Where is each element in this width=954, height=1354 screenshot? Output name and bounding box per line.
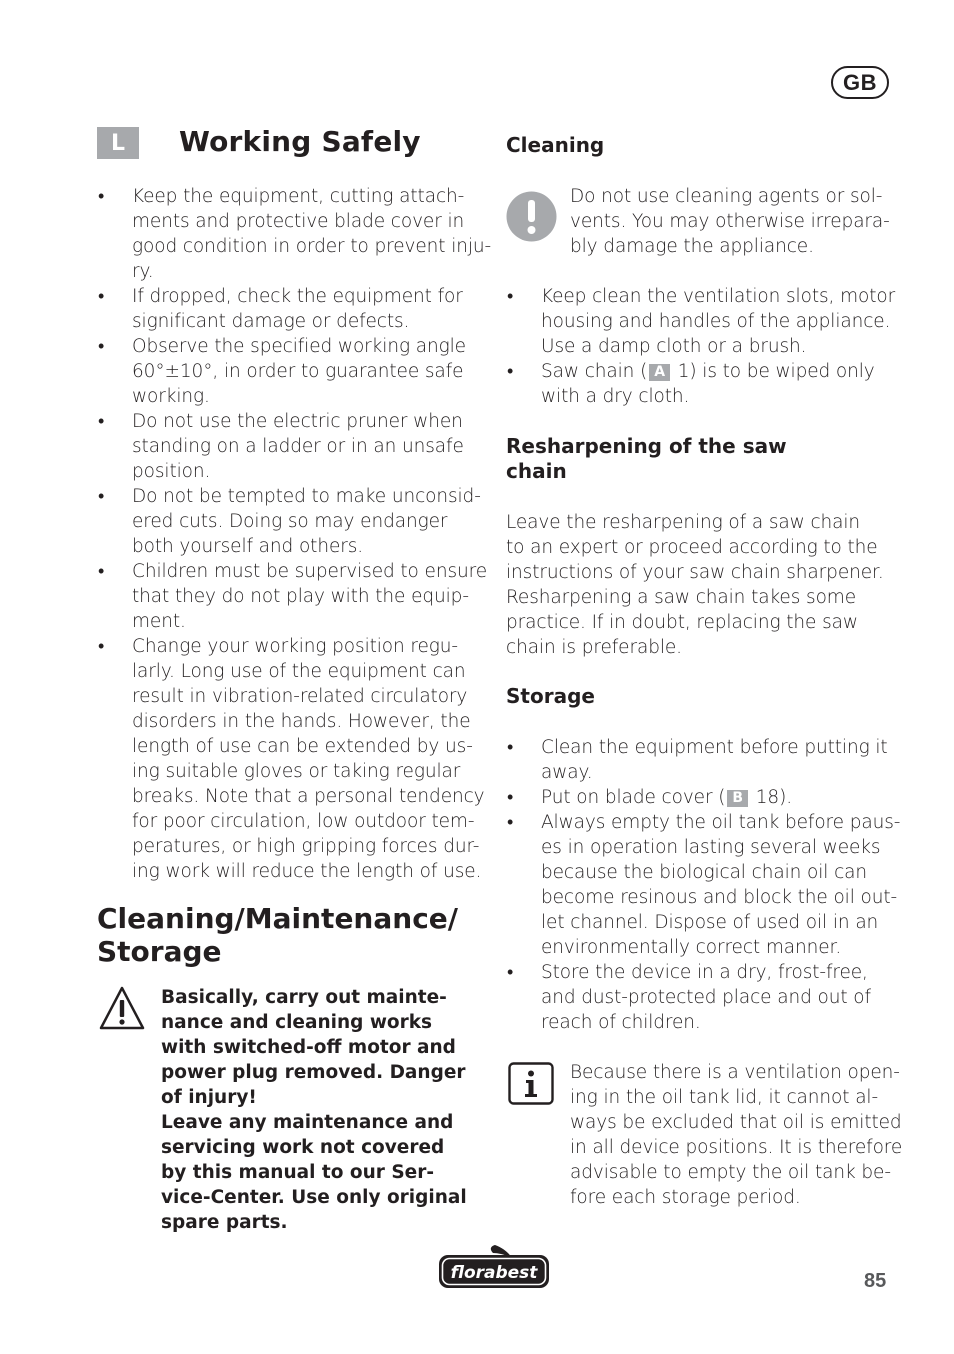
cleaning-list: [506, 284, 895, 409]
list-item: • Store the device in a dry, frost-free, and dust-protected place and out of reach of children.: [506, 960, 900, 1035]
maintenance-warning-text: Basically, carry out mainte- nance and cleaning works with switched-off motor and power plug removed. Danger of injury! Leave any maintenance and servicing work not covered by this manual to our Ser- vice-Center. Use only original spare parts.: [161, 987, 467, 1233]
list-item: • Observe the specified working angle 60°±10°, in order to guarantee safe working.: [97, 334, 491, 409]
list-item: • Do not be tempted to make unconsid- ered cuts. Doing so may endanger both yourself and others.: [97, 484, 491, 559]
list-item: • Keep the equipment, cutting attach- ments and protective blade cover in good condition in order to prevent inju- ry.: [97, 184, 491, 284]
info-icon: [508, 1062, 554, 1105]
florabest-logo: [437, 1244, 551, 1290]
list-item: • Saw chain ( A 1) is to be wiped only with a dry cloth.: [506, 359, 895, 409]
list-item: • Clean the equipment before putting it away.: [506, 735, 900, 785]
storage-list: [506, 735, 900, 1035]
list-item: • Change your working position regu- larly. Long use of the equipment can result in vibration-related circulatory disorders in the hands. However, the length of use can be extended by us- ing suitable gloves or taking regular breaks. Note that a personal tendency for poor circulation, low outdoor tem- peratures, or high gripping forces dur- ing work will reduce the length of use.: [97, 634, 491, 884]
working-safely-title: Working Safely: [179, 125, 421, 158]
resharpening-text: Leave the resharpening of a saw chain to an expert or proceed according to the instructions of your saw chain sharpener. Resharpening a saw chain takes some practice. If in doubt, replacing the saw chain is preferable.: [506, 512, 884, 658]
brand-name: florabest: [450, 1263, 538, 1283]
maintenance-title: Cleaning/Maintenance/ Storage: [97, 902, 459, 968]
figure-ref-badge: A: [649, 364, 670, 381]
resharpening-title: Resharpening of the saw chain: [506, 434, 787, 483]
storage-title: Storage: [506, 684, 595, 708]
list-item: • Children must be supervised to ensure that they do not play with the equip- ment.: [97, 559, 491, 634]
list-item: • Always empty the oil tank before paus- es in operation lasting several weeks because the biological chain oil can become resinous and block the oil out- let channel. Dispose of used oil in an environmentally correct manner.: [506, 810, 900, 960]
page-number: 85: [864, 1270, 887, 1292]
storage-info-text: Because there is a ventilation open- ing in the oil tank lid, it cannot al- ways be excluded that oil is emitted in all device positions. It is therefore advisable to empty the oil tank be- fore each storage period.: [570, 1062, 903, 1208]
warning-triangle-icon: [98, 985, 146, 1031]
language-badge: GB: [831, 66, 889, 99]
list-item: • Keep clean the ventilation slots, motor housing and handles of the appliance. Use a damp cloth or a brush.: [506, 284, 895, 359]
list-item: • If dropped, check the equipment for significant damage or defects.: [97, 284, 491, 334]
list-item: • Put on blade cover ( B 18).: [506, 785, 900, 810]
cleaning-title: Cleaning: [506, 133, 605, 157]
figure-ref-badge: B: [727, 790, 748, 807]
cleaning-note: Do not use cleaning agents or sol- vents. You may otherwise irrepara- bly damage the appliance.: [570, 186, 890, 257]
exclamation-circle-icon: [506, 191, 557, 242]
working-safely-list: [97, 184, 491, 884]
list-item: • Do not use the electric pruner when standing on a ladder or in an unsafe position.: [97, 409, 491, 484]
section-letter-box: L: [97, 127, 139, 159]
